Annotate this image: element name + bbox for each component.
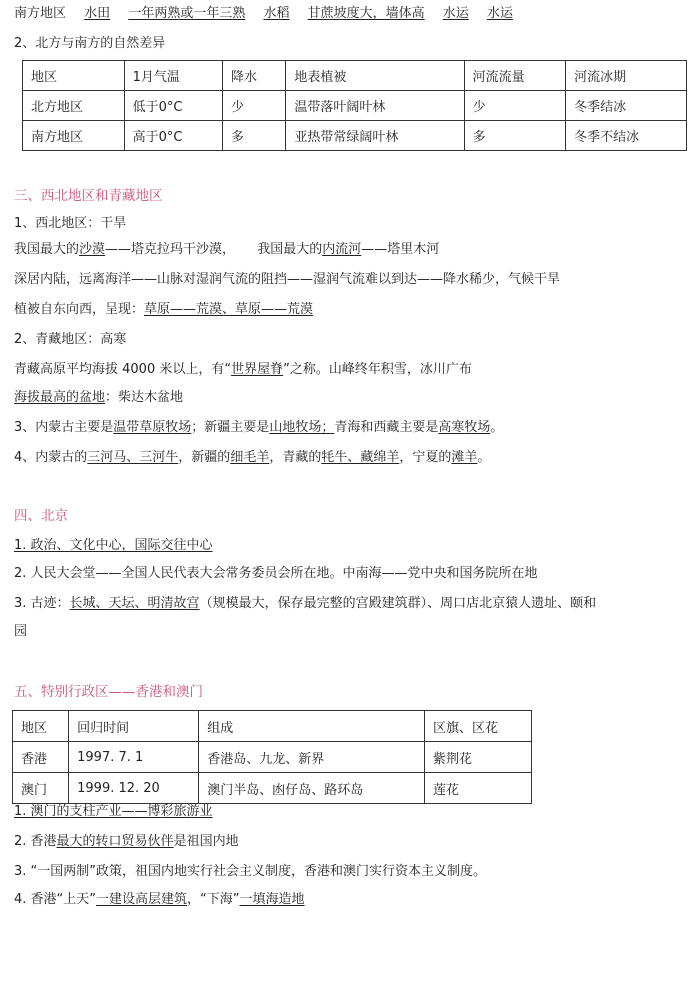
text: 3. 古迹： <box>14 596 70 611</box>
text: ，青藏的 <box>269 450 322 465</box>
text: 海拔最高的盆地 <box>14 390 106 405</box>
top-row-part: 南方地区 <box>14 6 67 21</box>
text: ；新疆主要是 <box>191 420 270 435</box>
table-header-cell: 地区 <box>13 711 69 742</box>
text: ，新疆的 <box>178 450 231 465</box>
sec5-line-2 <box>14 832 239 852</box>
table-cell: 少 <box>223 91 286 121</box>
top-row-part: 水运 <box>442 6 469 21</box>
hk-macau-table <box>12 710 532 804</box>
table-cell: 1999. 12. 20 <box>69 773 199 804</box>
sec3-line-3: 深居内陆，远离海洋——山脉对湿润气流的阻挡——湿润气流难以到达——降水稀少，气候干旱 <box>14 272 561 287</box>
table-header-cell: 回归时间 <box>69 711 199 742</box>
text: ，“下海” <box>187 892 240 907</box>
table-cell: 低于0°C <box>124 91 222 121</box>
table-cell: 1997. 7. 1 <box>69 742 199 773</box>
table-header-cell: 降水 <box>223 61 286 91</box>
top-row-part: 甘蔗坡度大，墙体高 <box>307 6 425 21</box>
table-header-cell: 1月气温 <box>124 61 222 91</box>
table-header-row <box>13 711 532 742</box>
table-row <box>23 121 687 151</box>
sec3-line-2 <box>14 240 439 260</box>
text: 4. 香港“上天” <box>14 892 97 907</box>
text: 高寒牧场 <box>438 420 491 435</box>
top-row-part: 水田 <box>84 6 111 21</box>
top-row-part: 一年两熟或一年三熟 <box>128 6 246 21</box>
north-south-differences-table <box>22 60 687 151</box>
text: 内流河 <box>322 242 362 257</box>
sec5-line-1: 1. 澳门的支柱产业——博彩旅游业 <box>14 804 213 819</box>
table-cell: 亚热带常绿阔叶林 <box>286 121 464 151</box>
sec4-line-4: 园 <box>14 624 28 639</box>
top-row <box>14 4 513 24</box>
text: ”之称。山峰终年积雪，冰川广布 <box>283 362 472 377</box>
table-cell: 冬季不结冰 <box>566 121 687 151</box>
table-cell: 温带落叶阔叶林 <box>286 91 464 121</box>
table-cell: 澳门 <box>13 773 69 804</box>
text: 。 <box>477 450 491 465</box>
top-row-part: 水稻 <box>263 6 290 21</box>
text: 一填海造地 <box>239 892 305 907</box>
table-header-cell: 地区 <box>23 61 125 91</box>
sec3-line-7 <box>14 388 183 408</box>
text: 青藏高原平均海拔 4000 米以上，有“ <box>14 362 232 377</box>
table-cell: 北方地区 <box>23 91 125 121</box>
table-header-row <box>23 61 687 91</box>
text: 3、内蒙古主要是 <box>14 420 114 435</box>
sec3-line-9 <box>14 448 490 468</box>
sec4-line-3 <box>14 594 596 614</box>
text: 世界屋脊 <box>231 362 284 377</box>
table-header-cell: 河流流量 <box>464 61 566 91</box>
text: 我国最大的 <box>14 242 80 257</box>
text: 。 <box>490 420 504 435</box>
text: 三河马、三河牛 <box>87 450 179 465</box>
table-header-cell: 区旗、区花 <box>424 711 531 742</box>
text: ：柴达木盆地 <box>105 390 184 405</box>
text: 植被自东向西，呈现： <box>14 302 145 317</box>
section4-heading: 四、北京 <box>14 508 68 524</box>
table-cell: 香港岛、九龙、新界 <box>199 742 425 773</box>
sec3-line-1: 1、西北地区：干旱 <box>14 216 127 231</box>
text: 牦牛、藏绵羊 <box>321 450 400 465</box>
table-cell: 莲花 <box>424 773 531 804</box>
table-row <box>13 742 532 773</box>
table-cell: 少 <box>464 91 566 121</box>
sec3-line-6 <box>14 360 472 380</box>
text: 是祖国内地 <box>173 834 239 849</box>
section2-subheading: 2、北方与南方的自然差异 <box>14 36 166 51</box>
table-cell: 多 <box>464 121 566 151</box>
sec3-line-8 <box>14 418 503 438</box>
table-header-cell: 河流冰期 <box>566 61 687 91</box>
sec3-line-5: 2、青藏地区：高寒 <box>14 332 127 347</box>
section3-heading: 三、西北地区和青藏地区 <box>14 188 163 204</box>
sec5-line-3: 3. “一国两制”政策，祖国内地实行社会主义制度，香港和澳门实行资本主义制度。 <box>14 864 487 879</box>
section5-heading: 五、特别行政区——香港和澳门 <box>14 684 203 700</box>
table-row <box>13 773 532 804</box>
text: 细毛羊 <box>230 450 270 465</box>
table-header-cell: 组成 <box>199 711 425 742</box>
text: 最大的转口贸易伙伴 <box>56 834 174 849</box>
text: 温带草原牧场 <box>113 420 192 435</box>
table-cell: 紫荆花 <box>424 742 531 773</box>
text: 山地牧场； <box>269 420 335 435</box>
text: 草原——荒漠、草原——荒漠 <box>144 302 314 317</box>
table-cell: 多 <box>223 121 286 151</box>
text: 青海和西藏主要是 <box>334 420 439 435</box>
sec5-line-4 <box>14 890 305 910</box>
sec4-line-2: 2. 人民大会堂——全国人民代表大会常务委员会所在地。中南海——党中央和国务院所在地 <box>14 566 538 581</box>
text: 一建设高层建筑 <box>96 892 188 907</box>
text: 我国最大的 <box>257 242 323 257</box>
text: 沙漠 <box>79 242 106 257</box>
table-cell: 高于0°C <box>124 121 222 151</box>
table-cell: 香港 <box>13 742 69 773</box>
sec4-line-1: 1. 政治、文化中心，国际交往中心 <box>14 538 213 553</box>
top-row-part: 水运 <box>486 6 513 21</box>
table-cell: 澳门半岛、凼仔岛、路环岛 <box>199 773 425 804</box>
table-cell: 冬季结冰 <box>566 91 687 121</box>
text: ——塔里木河 <box>361 242 440 257</box>
text: 4、内蒙古的 <box>14 450 88 465</box>
table-row <box>23 91 687 121</box>
table-header-cell: 地表植被 <box>286 61 464 91</box>
text: 长城、天坛、明清故宫 <box>69 596 200 611</box>
text: ，宁夏的 <box>399 450 452 465</box>
text: 2. 香港 <box>14 834 57 849</box>
text: （规模最大，保存最完整的宫殿建筑群）、周口店北京猿人遗址、颐和 <box>199 596 597 611</box>
sec3-line-4 <box>14 300 313 320</box>
table-cell: 南方地区 <box>23 121 125 151</box>
text: ——塔克拉玛干沙漠， <box>105 242 236 257</box>
text: 滩羊 <box>451 450 478 465</box>
